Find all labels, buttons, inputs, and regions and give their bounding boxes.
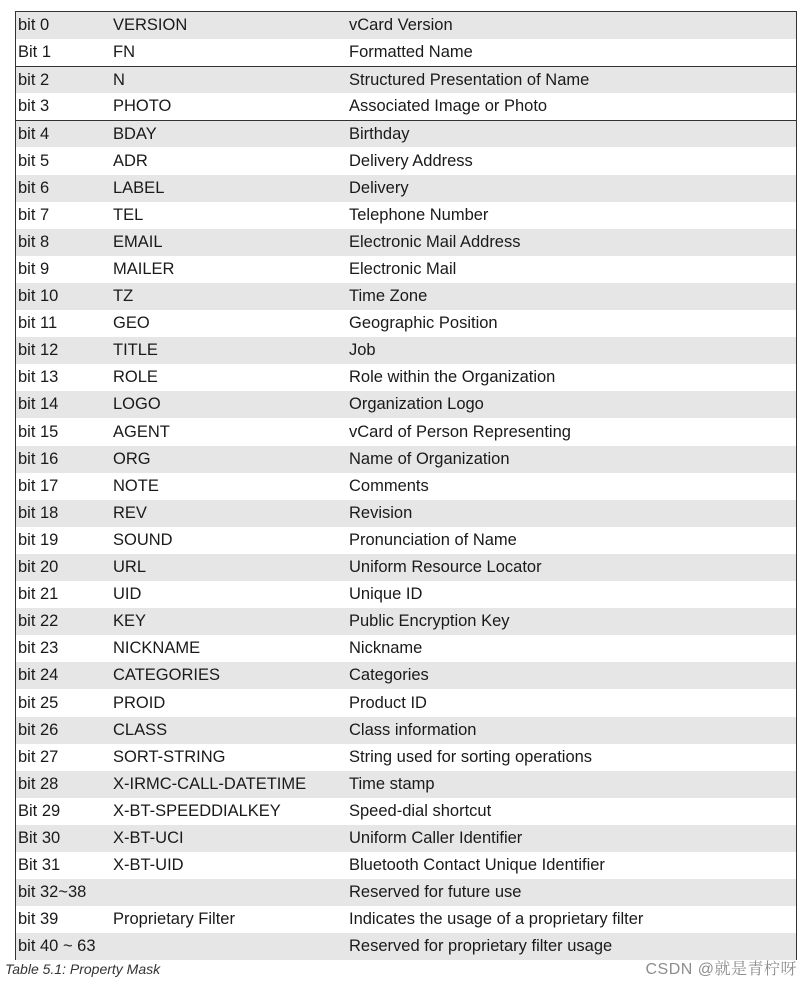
description-cell: Unique ID xyxy=(349,585,423,604)
description-cell: Public Encryption Key xyxy=(349,612,510,631)
name-cell: CLASS xyxy=(113,720,168,739)
description-cell: Product ID xyxy=(349,693,427,712)
bit-cell: bit 11 xyxy=(18,314,58,333)
name-cell: SOUND xyxy=(113,530,173,549)
description-cell: Structured Presentation of Name xyxy=(349,71,590,90)
name-cell: TZ xyxy=(113,287,134,305)
bit-cell: bit 6 xyxy=(18,178,50,197)
table-row xyxy=(16,825,796,852)
bit-cell: bit 20 xyxy=(18,558,59,576)
bit-cell: bit 12 xyxy=(18,341,59,360)
bit-cell: bit 26 xyxy=(18,720,59,739)
table-row xyxy=(16,446,796,473)
bit-cell: Bit 31 xyxy=(18,856,61,875)
name-cell: PROID xyxy=(113,693,166,712)
name-cell: Proprietary Filter xyxy=(113,910,235,929)
bit-cell: bit 16 xyxy=(18,449,59,468)
property-mask-table xyxy=(15,11,797,960)
description-cell: Geographic Position xyxy=(349,314,498,333)
table-row xyxy=(16,473,796,500)
bit-cell: bit 17 xyxy=(18,476,59,495)
table-row xyxy=(16,66,796,93)
description-cell: Electronic Mail Address xyxy=(349,232,521,251)
name-cell: UID xyxy=(113,585,142,604)
bit-cell: bit 10 xyxy=(18,287,59,305)
bit-cell: bit 3 xyxy=(18,97,50,116)
table-row xyxy=(16,12,796,39)
table-row xyxy=(16,202,796,229)
description-cell: Electronic Mail xyxy=(349,259,457,278)
bit-cell: bit 0 xyxy=(18,16,50,34)
name-cell: N xyxy=(113,71,125,90)
description-cell: Uniform Caller Identifier xyxy=(349,829,523,847)
table-row xyxy=(16,608,796,635)
name-cell: REV xyxy=(113,503,147,522)
table-row xyxy=(16,229,796,256)
description-cell: vCard of Person Representing xyxy=(349,422,571,441)
name-cell: AGENT xyxy=(113,422,170,441)
name-cell: X-BT-SPEEDDIALKEY xyxy=(113,801,281,820)
description-cell: Nickname xyxy=(349,639,423,658)
bit-cell: bit 22 xyxy=(18,612,59,631)
name-cell: X-BT-UID xyxy=(113,856,184,875)
name-cell: BDAY xyxy=(113,125,157,144)
bit-cell: bit 15 xyxy=(18,422,59,441)
description-cell: Categories xyxy=(349,666,429,685)
table-row xyxy=(16,148,796,175)
table-row xyxy=(16,500,796,527)
watermark: CSDN @就是青柠呀 xyxy=(645,961,797,978)
table-row xyxy=(16,906,796,933)
name-cell: SORT-STRING xyxy=(113,747,226,766)
table-row xyxy=(16,662,796,689)
description-cell: Birthday xyxy=(349,125,410,144)
name-cell: TITLE xyxy=(113,341,158,360)
table-row xyxy=(16,337,796,364)
table-row xyxy=(16,771,796,798)
description-cell: Reserved for future use xyxy=(349,883,522,902)
bit-cell: bit 8 xyxy=(18,232,50,251)
description-cell: Role within the Organization xyxy=(349,368,556,387)
description-cell: vCard Version xyxy=(349,16,453,34)
description-cell: Speed-dial shortcut xyxy=(349,801,492,820)
bit-cell: bit 24 xyxy=(18,666,59,685)
description-cell: Revision xyxy=(349,503,413,522)
description-cell: Associated Image or Photo xyxy=(349,97,548,116)
table-row xyxy=(16,120,796,147)
bit-cell: bit 28 xyxy=(18,774,59,793)
bit-cell: bit 18 xyxy=(18,503,59,522)
description-cell: Job xyxy=(349,341,376,360)
name-cell: ROLE xyxy=(113,368,158,387)
bit-cell: bit 5 xyxy=(18,151,50,170)
table-row xyxy=(16,364,796,391)
description-cell: Time Zone xyxy=(349,287,428,305)
bit-cell: bit 19 xyxy=(18,530,59,549)
name-cell: X-BT-UCI xyxy=(113,829,184,847)
bit-cell: bit 21 xyxy=(18,585,59,604)
description-cell: Formatted Name xyxy=(349,43,473,62)
description-cell: Indicates the usage of a proprietary filter xyxy=(349,910,644,929)
name-cell: ORG xyxy=(113,449,151,468)
table-row xyxy=(16,554,796,581)
description-cell: String used for sorting operations xyxy=(349,747,593,766)
description-cell: Comments xyxy=(349,476,429,495)
name-cell: TEL xyxy=(113,205,144,224)
table-row xyxy=(16,391,796,418)
bit-cell: Bit 29 xyxy=(18,801,61,820)
table-row xyxy=(16,256,796,283)
table-row xyxy=(16,879,796,906)
name-cell: NOTE xyxy=(113,476,159,495)
description-cell: Organization Logo xyxy=(349,395,484,414)
bit-cell: bit 32~38 xyxy=(18,883,87,902)
bit-cell: Bit 30 xyxy=(18,829,61,847)
description-cell: Telephone Number xyxy=(349,205,489,224)
bit-cell: bit 27 xyxy=(18,747,59,766)
bit-cell: bit 23 xyxy=(18,639,59,658)
description-cell: Delivery xyxy=(349,178,409,197)
table-caption: Table 5.1: Property Mask xyxy=(5,961,161,977)
bit-cell: bit 2 xyxy=(18,71,50,90)
bit-cell: bit 25 xyxy=(18,693,59,712)
bit-cell: bit 14 xyxy=(18,395,59,414)
table-row xyxy=(16,690,796,717)
table-row xyxy=(16,852,796,879)
description-cell: Name of Organization xyxy=(349,449,510,468)
table-row xyxy=(16,527,796,554)
bit-cell: bit 39 xyxy=(18,910,59,929)
table-row xyxy=(16,798,796,825)
table-row xyxy=(16,635,796,662)
description-cell: Delivery Address xyxy=(349,151,473,170)
name-cell: KEY xyxy=(113,612,147,631)
table-row xyxy=(16,717,796,744)
table-row xyxy=(16,283,796,310)
name-cell: CATEGORIES xyxy=(113,666,220,685)
name-cell: FN xyxy=(113,43,135,62)
name-cell: PHOTO xyxy=(113,97,172,116)
description-cell: Uniform Resource Locator xyxy=(349,558,542,576)
name-cell: GEO xyxy=(113,314,150,333)
description-cell: Pronunciation of Name xyxy=(349,530,517,549)
name-cell: URL xyxy=(113,558,147,576)
name-cell: EMAIL xyxy=(113,232,163,251)
name-cell: VERSION xyxy=(113,16,188,34)
name-cell: X-IRMC-CALL-DATETIME xyxy=(113,774,307,793)
name-cell: ADR xyxy=(113,151,148,170)
table-row xyxy=(16,419,796,446)
table-row xyxy=(16,310,796,337)
table-row xyxy=(16,744,796,771)
bit-cell: bit 13 xyxy=(18,368,59,387)
name-cell: NICKNAME xyxy=(113,639,201,658)
bit-cell: bit 40 ~ 63 xyxy=(18,937,96,956)
table-row xyxy=(16,175,796,202)
table-row xyxy=(16,93,796,120)
name-cell: LABEL xyxy=(113,178,165,197)
bit-cell: bit 4 xyxy=(18,125,50,144)
bit-cell: bit 9 xyxy=(18,259,50,278)
name-cell: LOGO xyxy=(113,395,161,414)
description-cell: Time stamp xyxy=(349,774,435,793)
table-row xyxy=(16,581,796,608)
description-cell: Class information xyxy=(349,720,477,739)
bit-cell: Bit 1 xyxy=(18,43,52,62)
table-row xyxy=(16,39,796,66)
description-cell: Reserved for proprietary filter usage xyxy=(349,937,613,956)
bit-cell: bit 7 xyxy=(18,205,50,224)
description-cell: Bluetooth Contact Unique Identifier xyxy=(349,856,605,875)
name-cell: MAILER xyxy=(113,259,175,278)
